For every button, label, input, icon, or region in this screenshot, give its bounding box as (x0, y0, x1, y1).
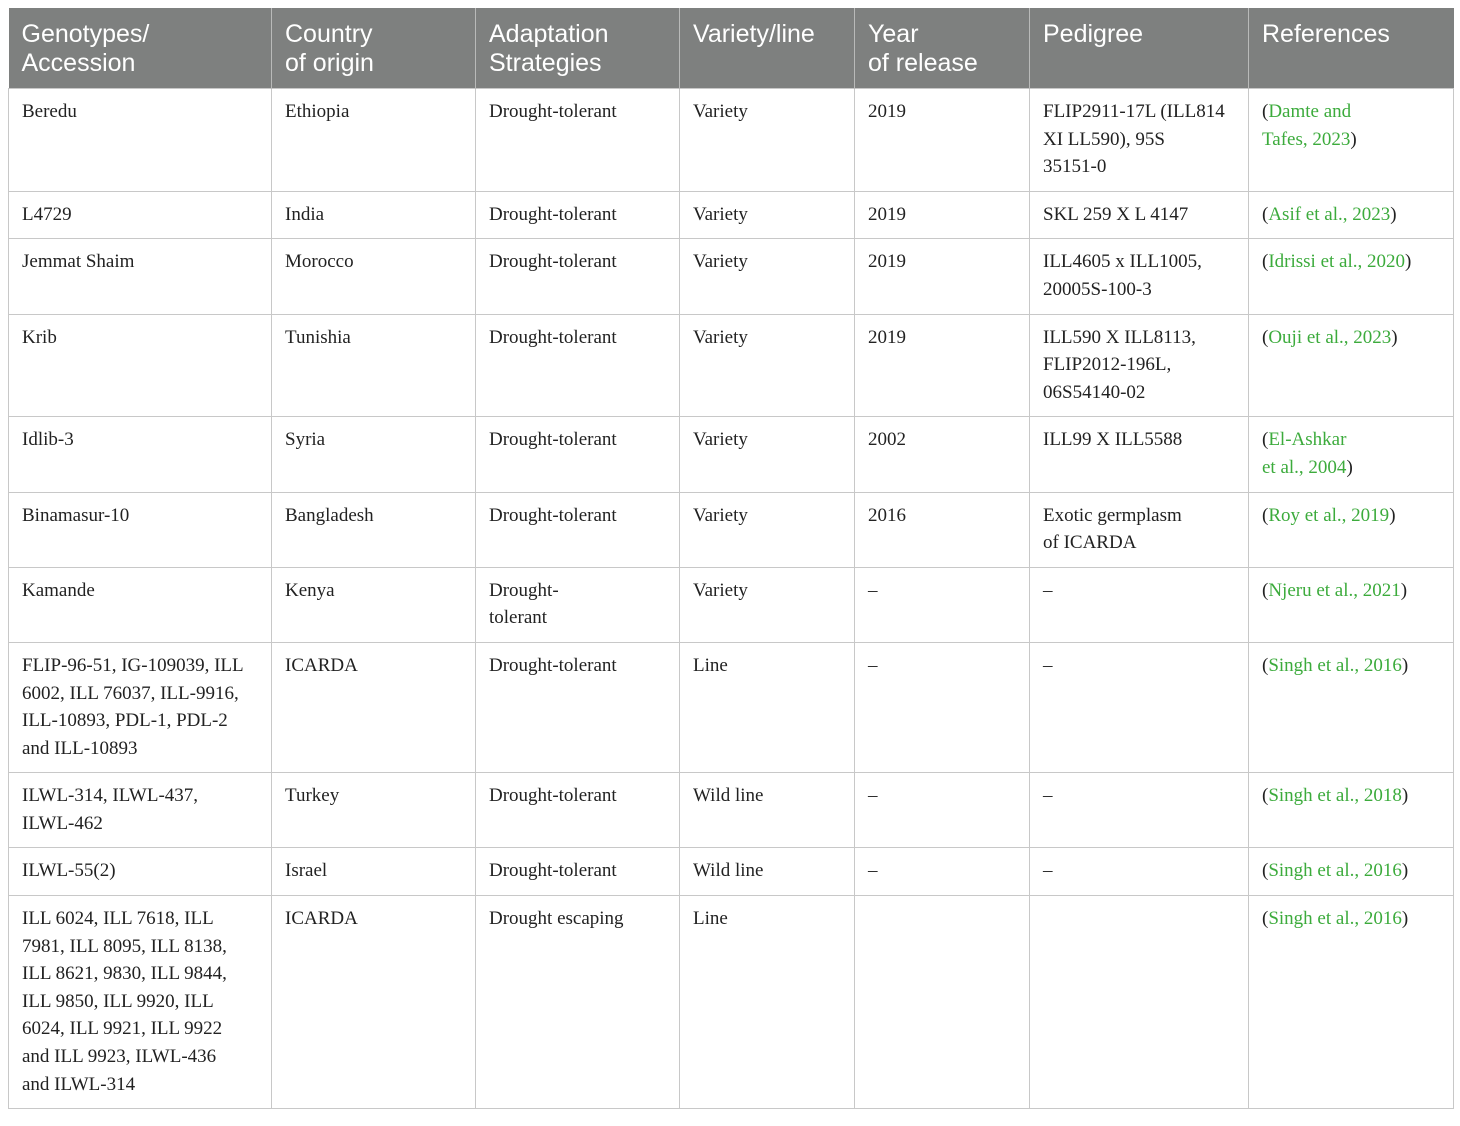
cell-text: ILL99 X ILL5588 (1043, 429, 1183, 451)
cell-text: Variety (693, 579, 748, 601)
cell-text: Line (693, 654, 728, 676)
cell-text: 2019 (868, 326, 906, 348)
cell-text: FLIP2911-17L (ILL814 (1043, 101, 1225, 122)
pedigree-cell (1030, 417, 1249, 492)
strategy-cell (476, 492, 680, 567)
genotype-cell (9, 848, 272, 896)
strategy-cell (476, 239, 680, 314)
genotype-cell (9, 314, 272, 417)
year-cell (855, 417, 1030, 492)
cell-text: Variety (693, 504, 748, 526)
pedigree-cell (1030, 567, 1249, 642)
cell-text: 20005S-100-3 (1043, 278, 1152, 300)
cell-text: FLIP2012-196L, (1043, 354, 1172, 376)
table-row (9, 642, 1454, 772)
country-cell (272, 492, 476, 567)
country-cell (272, 191, 476, 239)
table-row (9, 773, 1454, 848)
reference-link[interactable]: Singh et al., 2016 (1268, 908, 1402, 930)
cell-text: Bangladesh (285, 504, 374, 526)
cell-text: – (1043, 579, 1053, 601)
header-line: Country (285, 20, 373, 48)
reference-paren: ( (1262, 579, 1269, 601)
header-line: of release (868, 49, 978, 77)
reference-paren: ) (1389, 504, 1396, 526)
reference-paren: ( (1262, 504, 1269, 526)
reference-link[interactable]: et al., 2004 (1262, 456, 1347, 478)
type-cell (680, 896, 855, 1109)
country-cell (272, 773, 476, 848)
cell-text: Drought-tolerant (489, 504, 617, 526)
table-row (9, 89, 1454, 192)
type-cell (680, 417, 855, 492)
reference-link[interactable]: El-Ashkar (1268, 429, 1347, 451)
cell-text: ILL 8621, 9830, ILL 9844, (22, 963, 227, 985)
reference-link[interactable]: Tafes, 2023 (1262, 128, 1351, 150)
reference-paren: ) (1400, 579, 1408, 601)
reference-paren: ) (1401, 908, 1409, 930)
cell-text: – (1043, 860, 1053, 882)
year-cell (855, 89, 1030, 192)
country-cell (272, 896, 476, 1109)
year-cell (855, 642, 1030, 772)
country-cell (272, 314, 476, 417)
cell-text: Variety (693, 429, 748, 451)
reference-paren: ( (1262, 429, 1269, 451)
year-cell (855, 773, 1030, 848)
year-cell (855, 314, 1030, 417)
genotype-cell (9, 492, 272, 567)
cell-text: Wild line (693, 785, 764, 807)
genotype-cell (9, 773, 272, 848)
header-pedigree (1030, 8, 1249, 89)
cell-text: and ILL 9923, ILWL-436 (22, 1046, 217, 1068)
cell-text: Tunishia (285, 326, 351, 348)
cell-text: ICARDA (285, 908, 358, 930)
reference-paren: ( (1262, 101, 1269, 122)
cell-text: L4729 (22, 203, 72, 225)
cell-text: ILWL-55(2) (22, 860, 116, 882)
reference-paren: ( (1262, 860, 1269, 882)
reference-paren: ( (1262, 654, 1269, 676)
reference-paren: ( (1262, 908, 1269, 930)
cell-text: 06S54140-02 (1043, 381, 1146, 403)
header-references (1249, 8, 1454, 89)
cell-text: Wild line (693, 860, 764, 882)
cell-text: Drought-tolerant (489, 860, 617, 882)
strategy-cell (476, 89, 680, 192)
cell-text: ILL 9850, ILL 9920, ILL (22, 990, 214, 1012)
reference-link[interactable]: Njeru et al., 2021 (1268, 579, 1401, 601)
cell-text: Drought- (489, 579, 559, 601)
type-cell (680, 314, 855, 417)
type-cell (680, 848, 855, 896)
pedigree-cell (1030, 89, 1249, 192)
cell-text: ILWL-462 (22, 812, 103, 834)
header-line: of origin (285, 49, 374, 77)
cell-text: ICARDA (285, 654, 358, 676)
cell-text: – (868, 579, 878, 601)
header-row (9, 8, 1454, 89)
table-row (9, 417, 1454, 492)
header-line: Pedigree (1043, 20, 1144, 48)
cell-text: XI LL590), 95S (1043, 128, 1165, 150)
country-cell (272, 848, 476, 896)
cell-text: Drought-tolerant (489, 429, 617, 451)
genotype-cell (9, 89, 272, 192)
reference-cell (1249, 567, 1454, 642)
reference-link[interactable]: Roy et al., 2019 (1268, 504, 1390, 526)
reference-cell (1249, 896, 1454, 1109)
cell-text: SKL 259 X L 4147 (1043, 203, 1189, 225)
cell-text: Binamasur-10 (22, 504, 130, 526)
year-cell (855, 896, 1030, 1109)
cell-text: Drought-tolerant (489, 203, 617, 225)
cell-text: 6024, ILL 9921, ILL 9922 (22, 1018, 223, 1040)
cell-text: Turkey (285, 785, 340, 807)
genotype-cell (9, 642, 272, 772)
table-row (9, 239, 1454, 314)
header-line: Adaptation (489, 20, 609, 48)
cell-text: India (285, 203, 325, 225)
table-row (9, 191, 1454, 239)
header-line: Genotypes/ (21, 20, 150, 48)
cell-text: – (1043, 785, 1053, 807)
country-cell (272, 239, 476, 314)
cell-text: – (868, 785, 878, 807)
cell-text: and ILL-10893 (22, 737, 138, 759)
cell-text: Variety (693, 251, 748, 273)
strategy-cell (476, 773, 680, 848)
cell-text: Israel (285, 860, 328, 882)
table-row (9, 896, 1454, 1109)
cell-text: – (1043, 654, 1053, 676)
reference-paren: ) (1401, 785, 1409, 807)
pedigree-cell (1030, 492, 1249, 567)
year-cell (855, 191, 1030, 239)
table-row (9, 492, 1454, 567)
strategy-cell (476, 314, 680, 417)
cell-text: – (868, 654, 878, 676)
reference-cell (1249, 417, 1454, 492)
type-cell (680, 239, 855, 314)
cell-text: 2016 (868, 504, 906, 526)
year-cell (855, 239, 1030, 314)
reference-cell (1249, 773, 1454, 848)
genotype-cell (9, 896, 272, 1109)
header-line: Variety/line (693, 20, 815, 48)
strategy-cell (476, 567, 680, 642)
cell-text: Idlib-3 (22, 429, 74, 451)
cell-text: ILL 6024, ILL 7618, ILL (22, 908, 214, 930)
cell-text: Drought-tolerant (489, 101, 617, 122)
cell-text: Kenya (285, 579, 335, 601)
reference-link[interactable]: Damte and (1268, 101, 1352, 122)
strategy-cell (476, 191, 680, 239)
cell-text: ILL4605 x ILL1005, (1043, 251, 1202, 273)
reference-cell (1249, 239, 1454, 314)
pedigree-cell (1030, 896, 1249, 1109)
cell-text: 2019 (868, 251, 906, 273)
country-cell (272, 567, 476, 642)
cell-text: 2002 (868, 429, 906, 451)
header-year (855, 8, 1030, 89)
cell-text: Drought-tolerant (489, 251, 617, 273)
type-cell (680, 567, 855, 642)
pedigree-cell (1030, 314, 1249, 417)
type-cell (680, 492, 855, 567)
pedigree-cell (1030, 191, 1249, 239)
cell-text: ILWL-314, ILWL-437, (22, 785, 199, 807)
genotype-cell (9, 567, 272, 642)
cell-text: of ICARDA (1043, 532, 1137, 554)
cell-text: Jemmat Shaim (22, 251, 135, 273)
header-line: Accession (21, 49, 136, 77)
pedigree-cell (1030, 848, 1249, 896)
header-genotypes (9, 8, 272, 89)
reference-paren: ( (1262, 203, 1269, 225)
strategy-cell (476, 848, 680, 896)
cell-text: Line (693, 908, 728, 930)
reference-paren: ) (1391, 326, 1398, 348)
header-variety-line (680, 8, 855, 89)
country-cell (272, 417, 476, 492)
cell-text: Drought escaping (489, 908, 624, 930)
reference-cell (1249, 848, 1454, 896)
cell-text: Drought-tolerant (489, 326, 617, 348)
header-strategy (476, 8, 680, 89)
cell-text: ILL-10893, PDL-1, PDL-2 (22, 710, 228, 732)
pedigree-cell (1030, 773, 1249, 848)
type-cell (680, 642, 855, 772)
year-cell (855, 492, 1030, 567)
cell-text: 2019 (868, 203, 906, 225)
reference-cell (1249, 314, 1454, 417)
reference-link[interactable]: Asif et al., 2023 (1268, 203, 1391, 225)
reference-cell (1249, 492, 1454, 567)
reference-paren: ) (1405, 251, 1412, 273)
cell-text: Drought-tolerant (489, 785, 617, 807)
reference-link[interactable]: Ouji et al., 2023 (1268, 326, 1392, 348)
reference-link[interactable]: Singh et al., 2018 (1268, 785, 1402, 807)
cell-text: FLIP-96-51, IG-109039, ILL (22, 654, 244, 676)
cell-text: Kamande (22, 579, 95, 601)
reference-link[interactable]: Idrissi et al., 2020 (1268, 251, 1406, 273)
reference-cell (1249, 642, 1454, 772)
reference-cell (1249, 191, 1454, 239)
reference-paren: ) (1390, 203, 1397, 225)
table-row (9, 848, 1454, 896)
header-line: Year (868, 20, 919, 48)
reference-link[interactable]: Singh et al., 2016 (1268, 860, 1402, 882)
cell-text: Beredu (22, 101, 77, 122)
type-cell (680, 773, 855, 848)
reference-link[interactable]: Singh et al., 2016 (1268, 654, 1402, 676)
table-body (9, 89, 1454, 1109)
reference-paren: ) (1401, 654, 1409, 676)
reference-paren: ( (1262, 326, 1269, 348)
type-cell (680, 191, 855, 239)
table-header (9, 8, 1454, 89)
strategy-cell (476, 417, 680, 492)
genotype-table (8, 8, 1454, 1109)
country-cell (272, 642, 476, 772)
reference-paren: ) (1346, 456, 1353, 478)
reference-paren: ) (1350, 128, 1357, 150)
pedigree-cell (1030, 239, 1249, 314)
cell-text: Variety (693, 203, 748, 225)
reference-paren: ( (1262, 251, 1269, 273)
country-cell (272, 89, 476, 192)
year-cell (855, 567, 1030, 642)
cell-text: Exotic germplasm (1043, 504, 1182, 526)
cell-text: – (868, 860, 878, 882)
strategy-cell (476, 896, 680, 1109)
type-cell (680, 89, 855, 192)
table-container (8, 8, 1453, 1109)
cell-text: Syria (285, 429, 326, 451)
reference-paren: ) (1401, 860, 1409, 882)
cell-text: Variety (693, 326, 748, 348)
cell-text: tolerant (489, 607, 548, 629)
header-line: Strategies (489, 49, 602, 77)
reference-paren: ( (1262, 785, 1269, 807)
pedigree-cell (1030, 642, 1249, 772)
header-line: References (1262, 20, 1390, 48)
cell-text: and ILWL-314 (22, 1073, 136, 1095)
cell-text: 35151-0 (1043, 156, 1107, 178)
genotype-cell (9, 191, 272, 239)
reference-cell (1249, 89, 1454, 192)
table-row (9, 314, 1454, 417)
header-country (272, 8, 476, 89)
cell-text: ILL590 X ILL8113, (1043, 326, 1196, 348)
cell-text: 7981, ILL 8095, ILL 8138, (22, 935, 227, 957)
cell-text: Drought-tolerant (489, 654, 617, 676)
cell-text: 6002, ILL 76037, ILL-9916, (22, 682, 239, 704)
table-row (9, 567, 1454, 642)
cell-text: Ethiopia (285, 101, 350, 122)
strategy-cell (476, 642, 680, 772)
cell-text: Morocco (285, 251, 354, 273)
cell-text: Variety (693, 101, 748, 122)
year-cell (855, 848, 1030, 896)
genotype-cell (9, 239, 272, 314)
genotype-cell (9, 417, 272, 492)
cell-text: 2019 (868, 101, 906, 122)
cell-text: Krib (22, 326, 57, 348)
